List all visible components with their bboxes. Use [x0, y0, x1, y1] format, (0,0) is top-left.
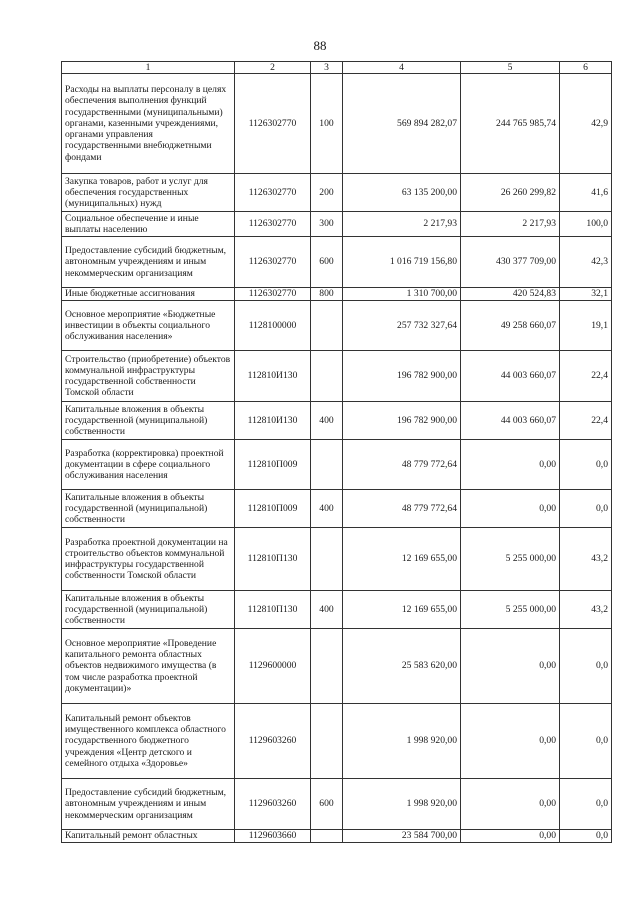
row-name: Разработка проектной документации на строительство объектов коммунальной инфраструктуры государственной собственности Томской области: [62, 528, 235, 591]
row-plan: 1 310 700,00: [343, 288, 461, 301]
column-header-6: 6: [560, 62, 612, 74]
row-percent: 0,0: [560, 440, 612, 490]
row-fact: 2 217,93: [461, 212, 560, 237]
row-expense-type: 400: [311, 490, 343, 528]
row-name: Закупка товаров, работ и услуг для обеспечения государственных (муниципальных) нужд: [62, 174, 235, 212]
row-expense-type: [311, 629, 343, 704]
row-name: Капитальные вложения в объекты государственной (муниципальной) собственности: [62, 490, 235, 528]
row-plan: 1 998 920,00: [343, 704, 461, 779]
table-row: [62, 212, 612, 237]
table-row: [62, 74, 612, 174]
row-expense-type: 800: [311, 288, 343, 301]
row-expense-type: [311, 704, 343, 779]
column-header-5: 5: [461, 62, 560, 74]
row-expense-type: 400: [311, 402, 343, 440]
row-fact: 5 255 000,00: [461, 528, 560, 591]
row-plan: 48 779 772,64: [343, 490, 461, 528]
row-plan: 257 732 327,64: [343, 301, 461, 351]
row-name: Расходы на выплаты персоналу в целях обеспечения выполнения функций государственными (муниципальными) органами, казенными учреждениями, органами управления государственными внебюджетными фондами: [62, 74, 235, 174]
row-code: 1126302770: [235, 288, 311, 301]
row-fact: 430 377 709,00: [461, 237, 560, 288]
column-header-1: 1: [62, 62, 235, 74]
row-fact: 44 003 660,07: [461, 402, 560, 440]
table-row: [62, 440, 612, 490]
table-row: [62, 174, 612, 212]
row-code: 1126302770: [235, 74, 311, 174]
row-percent: 0,0: [560, 490, 612, 528]
table-row: [62, 288, 612, 301]
row-fact: 44 003 660,07: [461, 351, 560, 402]
row-fact: 5 255 000,00: [461, 591, 560, 629]
row-code: 1128100000: [235, 301, 311, 351]
row-fact: 244 765 985,74: [461, 74, 560, 174]
row-code: 112810П009: [235, 490, 311, 528]
row-fact: 0,00: [461, 830, 560, 843]
row-fact: 0,00: [461, 704, 560, 779]
row-name: Строительство (приобретение) объектов коммунальной инфраструктуры государственной собственности Томской области: [62, 351, 235, 402]
row-name: Разработка (корректировка) проектной документации в сфере социального обслуживания населения: [62, 440, 235, 490]
row-name: Капитальные вложения в объекты государственной (муниципальной) собственности: [62, 402, 235, 440]
row-percent: 43,2: [560, 591, 612, 629]
row-plan: 569 894 282,07: [343, 74, 461, 174]
table-row: [62, 351, 612, 402]
column-header-4: 4: [343, 62, 461, 74]
row-percent: 32,1: [560, 288, 612, 301]
row-code: 1129600000: [235, 629, 311, 704]
row-plan: 1 016 719 156,80: [343, 237, 461, 288]
row-fact: 26 260 299,82: [461, 174, 560, 212]
row-percent: 0,0: [560, 830, 612, 843]
row-percent: 22,4: [560, 351, 612, 402]
row-code: 1126302770: [235, 212, 311, 237]
row-plan: 63 135 200,00: [343, 174, 461, 212]
row-plan: 12 169 655,00: [343, 591, 461, 629]
row-percent: 100,0: [560, 212, 612, 237]
row-plan: 2 217,93: [343, 212, 461, 237]
row-percent: 0,0: [560, 629, 612, 704]
column-header-2: 2: [235, 62, 311, 74]
row-plan: 196 782 900,00: [343, 402, 461, 440]
row-expense-type: [311, 351, 343, 402]
row-percent: 19,1: [560, 301, 612, 351]
table-row: [62, 704, 612, 779]
row-expense-type: 600: [311, 779, 343, 830]
row-name: Основное мероприятие «Бюджетные инвестиции в объекты социального обслуживания населения»: [62, 301, 235, 351]
row-name: Предоставление субсидий бюджетным, автономным учреждениям и иным некоммерческим организациям: [62, 779, 235, 830]
row-expense-type: 200: [311, 174, 343, 212]
row-code: 112810И130: [235, 402, 311, 440]
table-row: [62, 301, 612, 351]
page-number: 88: [313, 38, 327, 53]
table-row: [62, 591, 612, 629]
budget-table: [61, 61, 612, 843]
row-percent: 42,9: [560, 74, 612, 174]
table-row: [62, 830, 612, 843]
row-code: 112810П130: [235, 591, 311, 629]
row-fact: 49 258 660,07: [461, 301, 560, 351]
row-percent: 0,0: [560, 704, 612, 779]
row-percent: 22,4: [560, 402, 612, 440]
row-name: Капитальные вложения в объекты государственной (муниципальной) собственности: [62, 591, 235, 629]
row-code: 1126302770: [235, 174, 311, 212]
row-plan: 12 169 655,00: [343, 528, 461, 591]
row-code: 112810И130: [235, 351, 311, 402]
row-fact: 0,00: [461, 440, 560, 490]
row-expense-type: 400: [311, 591, 343, 629]
row-name: Иные бюджетные ассигнования: [62, 288, 235, 301]
row-fact: 0,00: [461, 629, 560, 704]
column-header-3: 3: [311, 62, 343, 74]
row-plan: 196 782 900,00: [343, 351, 461, 402]
table-row: [62, 490, 612, 528]
row-expense-type: 600: [311, 237, 343, 288]
row-name: Капитальный ремонт областных: [62, 830, 235, 843]
row-expense-type: 300: [311, 212, 343, 237]
row-plan: 48 779 772,64: [343, 440, 461, 490]
row-percent: 0,0: [560, 779, 612, 830]
row-expense-type: [311, 830, 343, 843]
row-code: 1129603660: [235, 830, 311, 843]
row-name: Социальное обеспечение и иные выплаты населению: [62, 212, 235, 237]
table-row: [62, 528, 612, 591]
table-row: [62, 629, 612, 704]
row-plan: 23 584 700,00: [343, 830, 461, 843]
table-row: [62, 237, 612, 288]
row-code: 1126302770: [235, 237, 311, 288]
row-expense-type: 100: [311, 74, 343, 174]
row-fact: 0,00: [461, 779, 560, 830]
row-code: 1129603260: [235, 779, 311, 830]
row-name: Капитальный ремонт объектов имущественного комплекса областного государственного бюджетного учреждения «Центр детского и семейного отдыха «Здоровье»: [62, 704, 235, 779]
row-expense-type: [311, 440, 343, 490]
row-code: 112810П130: [235, 528, 311, 591]
row-name: Предоставление субсидий бюджетным, автономным учреждениям и иным некоммерческим организациям: [62, 237, 235, 288]
table-row: [62, 779, 612, 830]
row-percent: 41,6: [560, 174, 612, 212]
row-expense-type: [311, 528, 343, 591]
row-percent: 43,2: [560, 528, 612, 591]
table-row: [62, 402, 612, 440]
row-plan: 25 583 620,00: [343, 629, 461, 704]
table-header-row: [62, 62, 612, 74]
row-plan: 1 998 920,00: [343, 779, 461, 830]
row-percent: 42,3: [560, 237, 612, 288]
row-code: 1129603260: [235, 704, 311, 779]
row-fact: 0,00: [461, 490, 560, 528]
row-expense-type: [311, 301, 343, 351]
row-fact: 420 524,83: [461, 288, 560, 301]
row-name: Основное мероприятие «Проведение капитального ремонта областных объектов недвижимого имущества (в том числе разработка проектной документации)»: [62, 629, 235, 704]
row-code: 112810П009: [235, 440, 311, 490]
